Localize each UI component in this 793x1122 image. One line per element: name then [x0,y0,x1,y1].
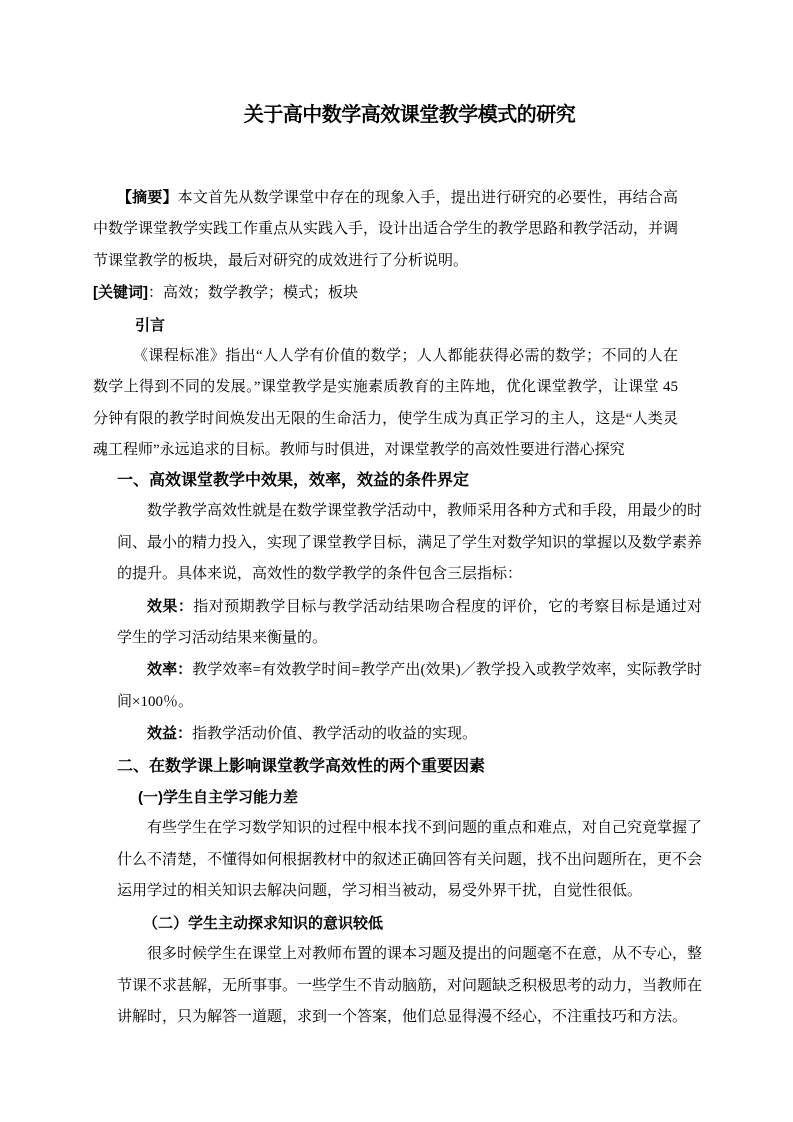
subsection2-heading: （二）学生主动探求知识的意识较低 [143,914,384,932]
benefit-label: 效益： [147,725,193,743]
introduction-paragraph: 《课程标准》指出“人人学有价值的数学；人人都能获得必需的数学；不同的人在数学上得到不同的发展。”课堂教学是实施素质教育的主阵地，优化课堂教学，让课堂 45 分钟有限的教学时间焕发出无限的生命活力，使学生成为真正学习的主人，这是“人类灵魂工程师”永远追求的目标。教师与时俱进，对课堂教学的高效性要进行潜心探究 [93,348,678,459]
keywords-paragraph [93,277,678,309]
section1-heading: 一、高效课堂教学中效果，效率，效益的条件界定 [117,472,470,489]
benefit-text: 指教学活动价值、教学活动的收益的实现。 [192,726,478,743]
page-title: 关于高中数学高效课堂教学模式的研究 [243,104,576,126]
subsection2-paragraph: 很多时候学生在课堂上对教师布置的课本习题及提出的问题毫不在意，从不专心，整节课不求甚解，无所事事。一些学生不肯动脑筋，对问题缺乏积极思考的动力，当教师在讲解时，只为解答一道题，求到一个答案，他们总显得漫不经心，不注重技巧和方法。 [117,946,703,1025]
efficiency-text: 教学效率=有效教学时间=教学产出(效果)／教学投入或教学效率，实际教学时间×100％。 [117,662,702,710]
effect-label: 效果： [147,597,194,615]
keywords-text: ：高效；数学教学；模式；板块 [148,285,359,302]
effect-paragraph [117,591,702,655]
section1-paragraph: 数学教学高效性就是在数学课堂教学活动中，教师采用各种方式和手段，用最少的时间、最小的精力投入，实现了课堂教学目标，满足了学生对数学知识的掌握以及数学素养的提升。具体来说，高效性的数学教学的条件包含三层指标： [117,503,703,583]
main-body-block [117,465,702,1033]
section2-heading: 二、在数学课上影响课堂教学高效性的两个重要因素 [117,757,486,775]
introduction-heading: 引言 [135,316,166,334]
benefit-paragraph [117,718,702,750]
keywords-label: [关键词] [93,284,148,302]
efficiency-label: 效率： [147,661,193,679]
abstract-label: 【摘要】 [117,189,178,206]
front-matter-block [93,182,678,467]
effect-text: 指对预期教学目标与教学活动结果吻合程度的评价，它的考察目标是通过对学生的学习活动结果来衡量的。 [117,598,702,647]
subsection1-paragraph: 有些学生在学习数学知识的过程中根本找不到问题的重点和难点，对自己究竟掌握了什么不清楚，不懂得如何根据教材中的叙述正确回答有关问题，找不出问题所在，更不会运用学过的相关知识去解决问题，学习相当被动，易受外界干扰，自觉性很低。 [117,820,703,900]
abstract-paragraph [93,182,678,277]
efficiency-paragraph [117,654,702,718]
abstract-text: 本文首先从数学课堂中存在的现象入手，提出进行研究的必要性，再结合高中数学课堂教学实践工作重点从实践入手，设计出适合学生的教学思路和教学活动，并调节课堂教学的板块，最后对研究的成效进行了分析说明。 [93,190,679,269]
subsection1-heading: (一)学生自主学习能力差 [138,789,298,807]
